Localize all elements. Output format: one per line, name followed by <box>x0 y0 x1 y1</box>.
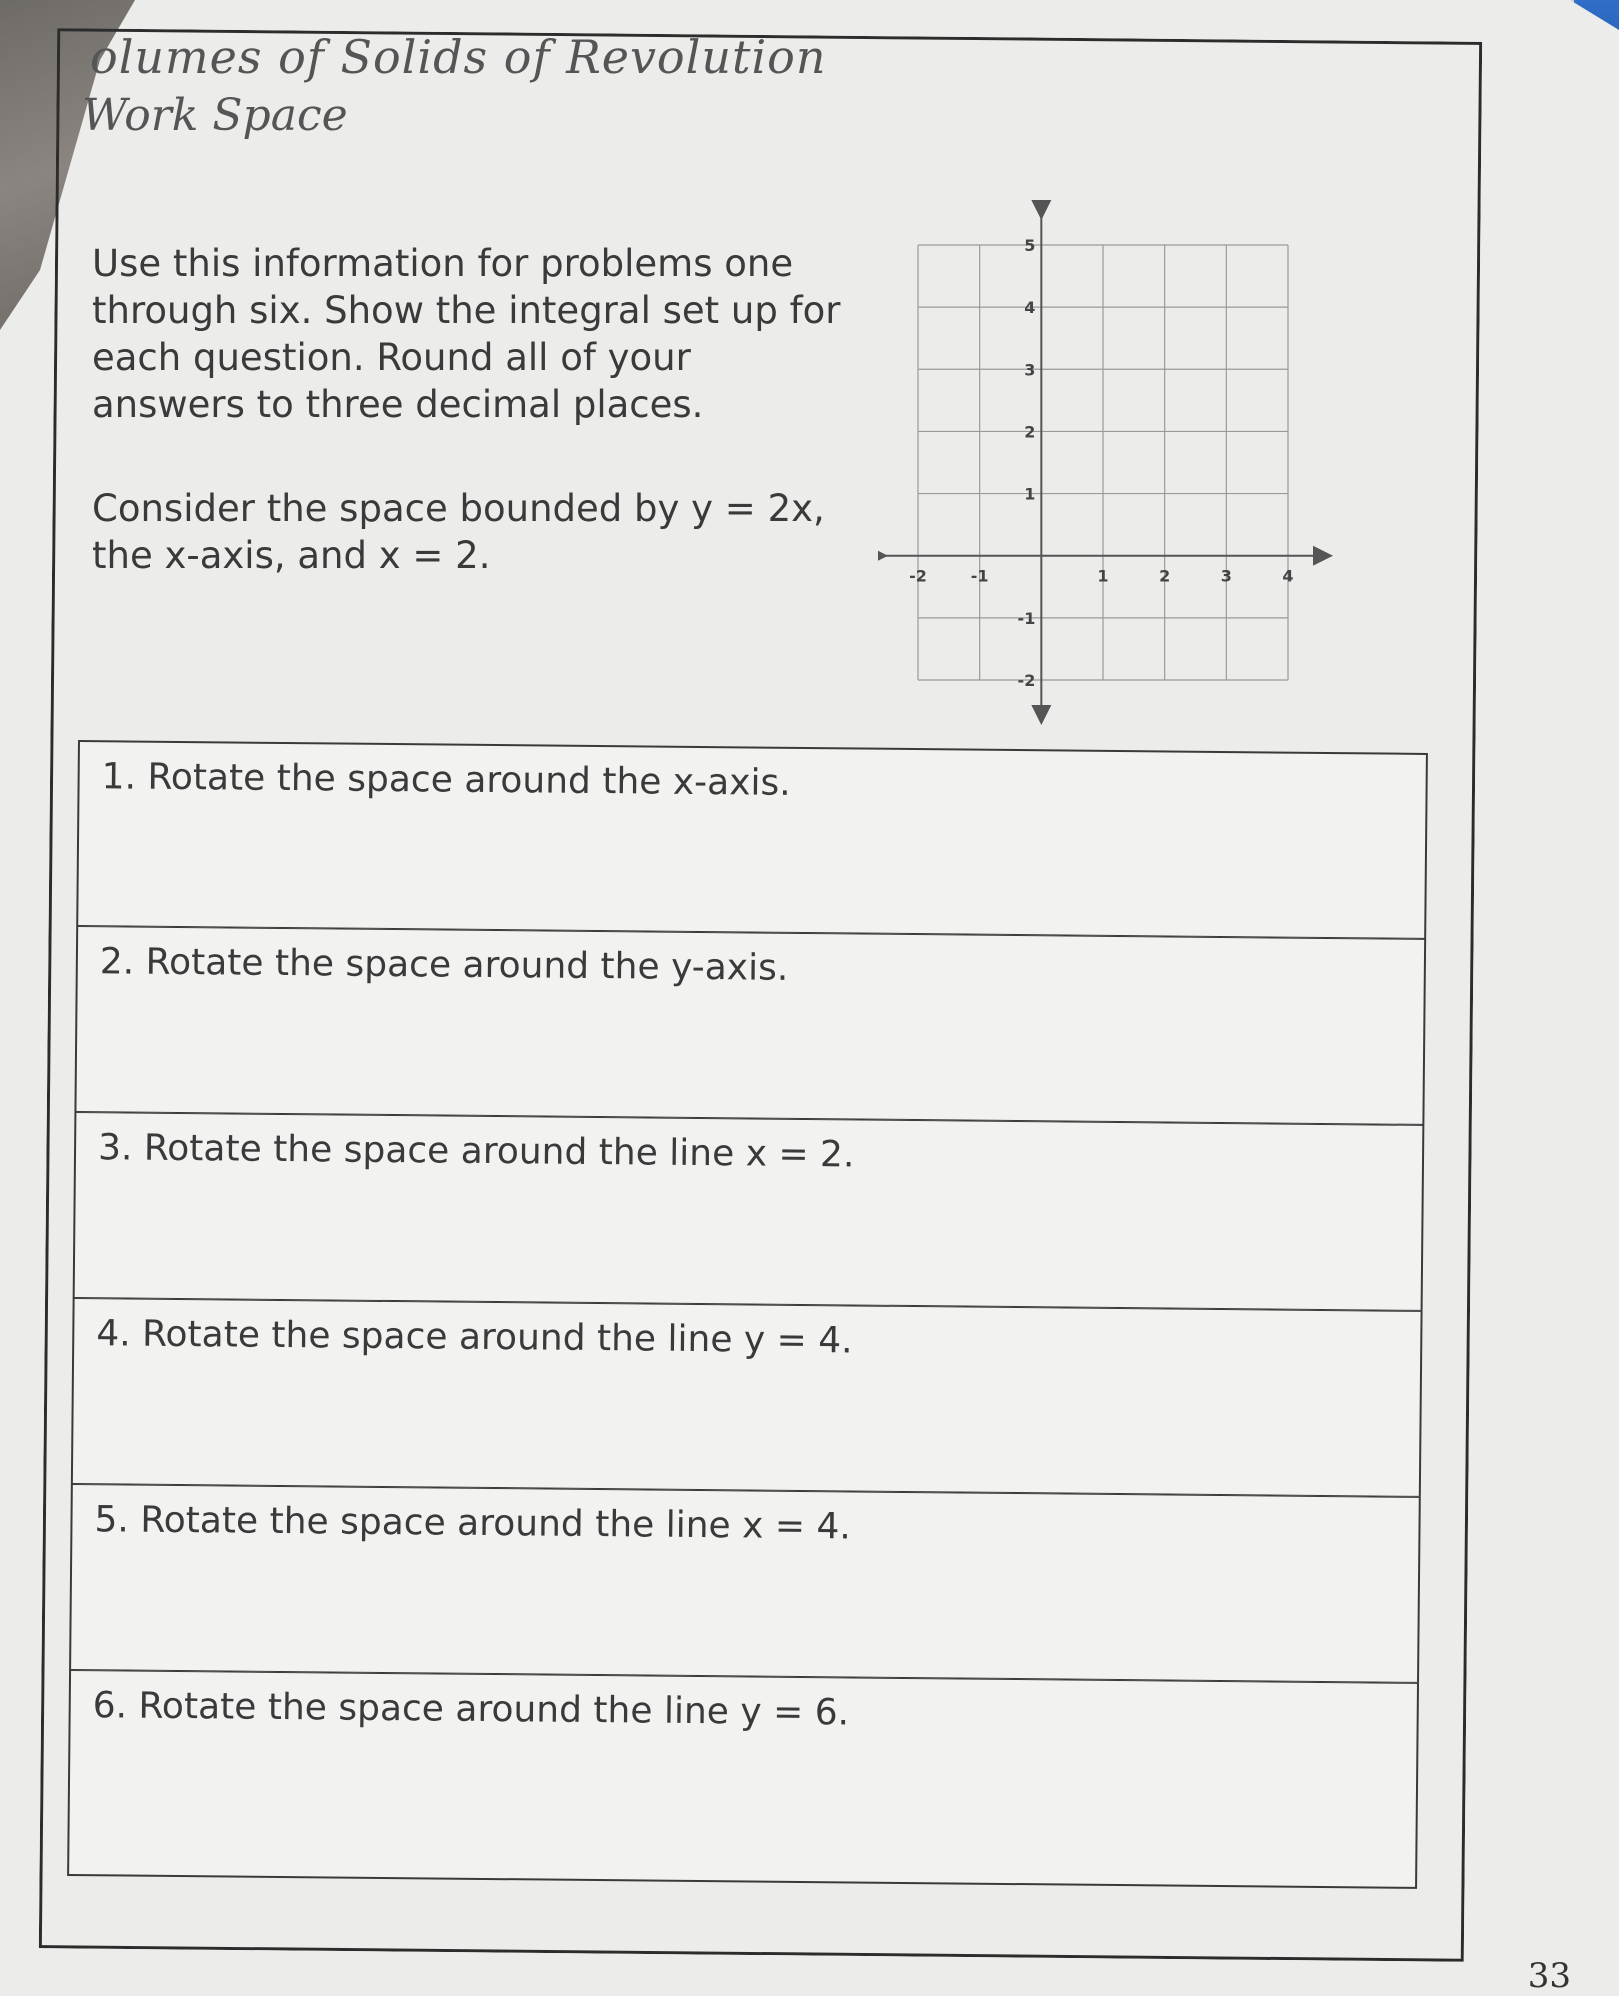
x-tick-label: 3 <box>1220 566 1232 586</box>
worksheet-header <box>82 30 827 141</box>
problem-label: 4. Rotate the space around the line y = 4. <box>96 1313 853 1362</box>
x-tick-label: -1 <box>970 566 989 586</box>
region-description: Consider the space bounded by y = 2x, the x-axis, and x = 2. <box>92 487 825 577</box>
grid-lines <box>918 245 1288 680</box>
problem-box-4[interactable] <box>71 1298 1423 1497</box>
problem-list <box>67 740 1428 1889</box>
worksheet-subtitle: Work Space <box>82 90 348 141</box>
x-tick-label: 2 <box>1159 566 1171 586</box>
y-tick-label: -2 <box>1017 671 1036 690</box>
y-tick-labels <box>1018 236 1036 690</box>
page-number: 33 <box>1527 1956 1571 1996</box>
y-tick-label: 2 <box>1024 422 1036 442</box>
problem-box-1[interactable] <box>76 740 1428 939</box>
problem-box-5[interactable] <box>69 1484 1421 1683</box>
y-tick-label: -1 <box>1017 608 1036 628</box>
problem-label: 2. Rotate the space around the y-axis. <box>99 941 789 989</box>
problem-label: 3. Rotate the space around the line x = 2. <box>97 1127 855 1176</box>
axes <box>878 210 1323 715</box>
x-tick-labels <box>909 567 1293 586</box>
x-tick-label: -2 <box>909 566 927 586</box>
problem-label: 5. Rotate the space around the line x = 4. <box>94 1499 852 1548</box>
y-tick-label: 5 <box>1024 236 1036 255</box>
worksheet-title: olumes of Solids of Revolution <box>90 30 827 84</box>
x-tick-label: 4 <box>1282 566 1294 586</box>
problem-box-6[interactable] <box>67 1670 1419 1889</box>
instructions-text: Use this information for problems one through six. Show the integral set up for each question. Round all of your answers to three decimal places. <box>92 242 841 426</box>
x-tick-label: 1 <box>1097 566 1109 586</box>
problem-label: 1. Rotate the space around the x-axis. <box>101 756 791 804</box>
problem-label: 6. Rotate the space around the line y = 6. <box>92 1685 850 1734</box>
problem-box-3[interactable] <box>73 1112 1425 1311</box>
y-tick-label: 3 <box>1024 360 1036 380</box>
problem-box-2[interactable] <box>74 926 1426 1125</box>
y-tick-label: 1 <box>1024 484 1036 504</box>
coordinate-grid <box>878 195 1418 735</box>
y-tick-label: 4 <box>1024 298 1036 318</box>
